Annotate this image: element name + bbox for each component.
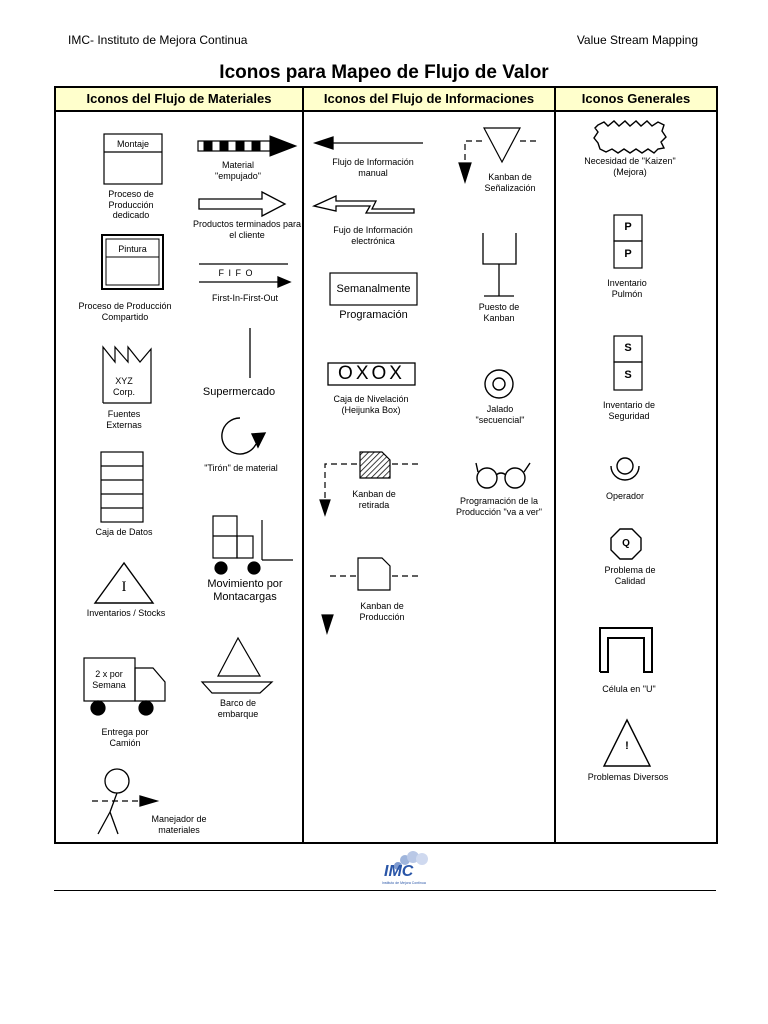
- inventarios-label: Inventarios / Stocks: [86, 608, 166, 618]
- quality-label: Problema de Calidad: [604, 565, 656, 586]
- flujo-manual-label: Flujo de Información manual: [332, 157, 414, 178]
- forklift-icon: [213, 516, 293, 574]
- safety-letter-top: S: [624, 342, 632, 354]
- push-arrow-icon: [198, 136, 296, 156]
- operator-icon: [611, 458, 639, 480]
- column-heading-information: Iconos del Flujo de Informaciones: [304, 88, 554, 110]
- column-heading-materials: Iconos del Flujo de Materiales: [56, 88, 302, 110]
- column-heading-general: Iconos Generales: [556, 88, 716, 110]
- flujo-electronico-label: Fujo de Información electrónica: [333, 225, 413, 246]
- ship-icon: [202, 638, 272, 693]
- material-empujado-label: Material "empujado": [215, 160, 261, 181]
- puesto-kanban-label: Puesto de Kanban: [478, 302, 520, 323]
- proceso-compartido-label: Proceso de Producción Compartido: [78, 301, 172, 322]
- supermercado-label: Supermercado: [202, 386, 276, 398]
- page-title: Iconos para Mapeo de Flujo de Valor: [219, 62, 549, 83]
- heijunka-box-label: OXOX: [338, 363, 405, 384]
- programacion-va-ver-label: Programación de la Producción "va a ver": [456, 496, 542, 517]
- fuentes-externas-label: Fuentes Externas: [106, 409, 142, 430]
- productos-terminados-label: Productos terminados para el cliente: [192, 219, 302, 240]
- xyz-box-label: XYZ Corp.: [112, 376, 135, 397]
- programacion-label: Programación: [339, 309, 408, 321]
- footer-rule: [54, 890, 716, 891]
- sequential-pull-icon: [485, 370, 513, 398]
- pull-arrow-icon: [222, 418, 265, 454]
- kanban-produccion-label: Kanban de Producción: [359, 601, 405, 622]
- kanban-post-icon: [483, 233, 516, 296]
- kanban-senalizacion-label: Kanban de Señalización: [484, 172, 536, 193]
- manejador-label: Manejador de materiales: [151, 814, 207, 835]
- montacargas-label: Movimiento por Montacargas: [207, 578, 283, 603]
- buffer-letter-bottom: P: [624, 248, 632, 260]
- truck-box-label: 2 x por Semana: [92, 669, 126, 690]
- safety-label: Inventario de Seguridad: [602, 400, 656, 421]
- celula-u-label: Célula en "U": [602, 684, 656, 694]
- quality-letter: Q: [622, 538, 630, 549]
- u-cell-icon: [600, 628, 652, 672]
- kaizen-label: Necesidad de "Kaizen" (Mejora): [584, 156, 676, 177]
- operador-label: Operador: [605, 491, 645, 501]
- imc-logo-text: IMC: [384, 863, 414, 880]
- header-right: Value Stream Mapping: [576, 33, 698, 47]
- entrega-camion-label: Entrega por Camión: [101, 727, 149, 748]
- proceso-dedicado-label: Proceso de Producción dedicado: [108, 189, 154, 220]
- manual-info-arrow-icon: [315, 137, 423, 149]
- heijunka-label: Caja de Nivelación (Heijunka Box): [333, 394, 409, 415]
- safety-letter-bottom: S: [624, 369, 632, 381]
- tiron-label: "Tirón" de material: [204, 463, 278, 473]
- semanalmente-box-label: Semanalmente: [336, 283, 411, 295]
- kaizen-burst-icon: [594, 121, 666, 153]
- caja-datos-label: Caja de Datos: [95, 527, 153, 537]
- fifo-box-label: F I F O: [218, 268, 254, 278]
- imc-logo-subtext: Instituto de Mejora Continua: [382, 881, 426, 885]
- fifo-label: First-In-First-Out: [212, 293, 278, 303]
- data-box-icon: [101, 452, 143, 522]
- electronic-info-arrow-icon: [314, 196, 414, 213]
- barco-label: Barco de embarque: [217, 698, 259, 719]
- shipment-arrow-icon: [199, 192, 285, 216]
- montaje-box-label: Montaje: [116, 139, 150, 149]
- kanban-retirada-label: Kanban de retirada: [352, 489, 396, 510]
- buffer-label: Inventario Pulmón: [607, 278, 647, 299]
- inventory-letter: I: [121, 579, 127, 595]
- pintura-box-label: Pintura: [118, 244, 147, 254]
- buffer-letter-top: P: [624, 221, 632, 233]
- glasses-icon: [476, 463, 530, 488]
- jalado-secuencial-label: Jalado "secuencial": [475, 404, 525, 425]
- header-left: IMC- Instituto de Mejora Continua: [68, 33, 248, 47]
- problemas-diversos-label: Problemas Diversos: [587, 772, 669, 782]
- problem-letter: !: [625, 740, 629, 752]
